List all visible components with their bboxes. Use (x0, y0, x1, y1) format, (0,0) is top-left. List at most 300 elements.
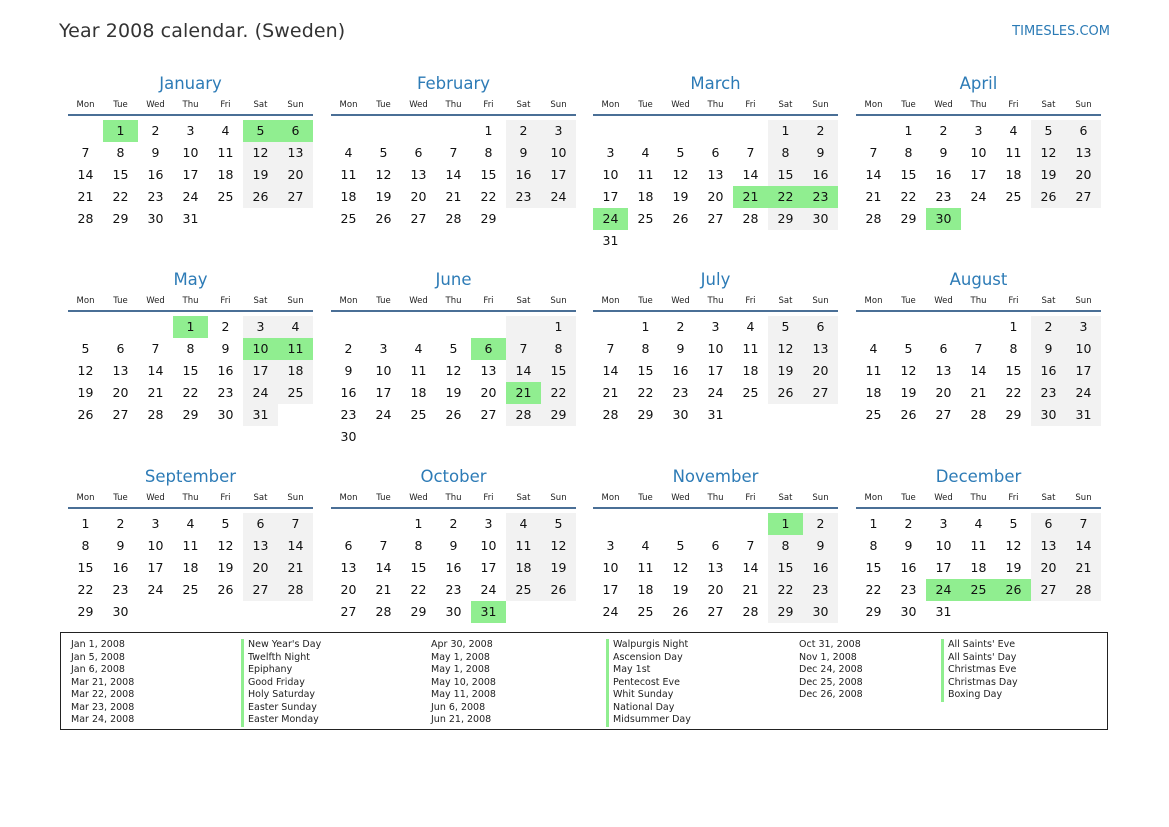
day-cell: 26 (445, 407, 462, 422)
day-cell: 14 (375, 560, 392, 575)
weekday-label: Fri (220, 100, 231, 110)
day-cell: 13 (410, 167, 427, 182)
day-cell: 8 (768, 142, 803, 164)
day-cell: 6 (1031, 513, 1066, 535)
day-cell: 13 (243, 535, 278, 557)
day-cell: 3 (939, 516, 948, 531)
day-cell: 22 (410, 582, 427, 597)
weekday-label: Wed (409, 100, 428, 110)
weekday-label: Tue (113, 100, 128, 110)
holiday-name: Boxing Day (941, 689, 1002, 702)
day-cell: 2 (676, 319, 685, 334)
day-cell: 8 (186, 341, 195, 356)
day-cell: 1 (81, 516, 90, 531)
weekday-header (856, 294, 1101, 308)
day-cell: 23 (445, 582, 462, 597)
holiday-name: Whit Sunday (606, 689, 673, 702)
day-cell: 2 (506, 120, 541, 142)
holiday-date: Apr 30, 2008 (431, 639, 493, 650)
day-cell-holiday: 25 (961, 579, 996, 601)
day-cell: 25 (506, 579, 541, 601)
day-cell: 12 (900, 363, 917, 378)
day-grid (593, 316, 838, 426)
day-cell: 13 (707, 560, 724, 575)
day-cell: 18 (970, 560, 987, 575)
day-cell: 19 (672, 189, 689, 204)
site-link[interactable]: TIMESLES.COM (1012, 24, 1110, 39)
weekday-header (593, 491, 838, 505)
weekday-label: Mon (76, 493, 95, 503)
day-cell: 22 (900, 189, 917, 204)
holiday-date: Dec 26, 2008 (799, 689, 863, 700)
day-grid (856, 120, 1101, 230)
day-blank (891, 316, 926, 338)
day-cell: 12 (243, 142, 278, 164)
weekday-label: Tue (638, 100, 653, 110)
day-cell: 20 (243, 557, 278, 579)
day-cell: 24 (707, 385, 724, 400)
weekday-label: Sat (516, 296, 531, 306)
holiday-name: Good Friday (241, 677, 305, 690)
day-cell: 22 (637, 385, 654, 400)
weekday-label: Wed (671, 296, 690, 306)
weekday-label: Fri (1008, 493, 1019, 503)
day-cell: 8 (768, 535, 803, 557)
day-cell: 3 (151, 516, 160, 531)
day-cell: 3 (711, 319, 720, 334)
header-rule (68, 310, 313, 312)
day-cell: 27 (340, 604, 357, 619)
day-cell: 3 (1066, 316, 1101, 338)
holiday-date: Dec 25, 2008 (799, 676, 863, 688)
day-cell: 9 (904, 538, 913, 553)
day-cell: 20 (1031, 557, 1066, 579)
day-cell: 10 (602, 560, 619, 575)
day-cell-holiday: 30 (926, 208, 961, 230)
day-blank (366, 513, 401, 535)
day-cell: 23 (900, 582, 917, 597)
day-cell: 28 (742, 211, 759, 226)
holiday-date: Dec 24, 2008 (799, 664, 863, 675)
day-cell-holiday: 24 (926, 579, 961, 601)
weekday-label: Wed (146, 100, 165, 110)
day-cell: 1 (1009, 319, 1018, 334)
weekday-label: Mon (339, 296, 358, 306)
day-cell: 7 (379, 538, 388, 553)
day-cell: 27 (278, 186, 313, 208)
day-cell: 17 (935, 560, 952, 575)
day-cell: 24 (375, 407, 392, 422)
weekday-label: Wed (409, 493, 428, 503)
day-cell: 4 (746, 319, 755, 334)
day-cell: 12 (672, 167, 689, 182)
day-cell: 27 (707, 604, 724, 619)
weekday-label: Wed (934, 100, 953, 110)
day-cell: 30 (803, 208, 838, 230)
day-cell-holiday: 1 (768, 513, 803, 535)
day-cell: 7 (81, 145, 90, 160)
day-cell: 5 (379, 145, 388, 160)
day-cell: 6 (116, 341, 125, 356)
holiday-name: Epiphany (241, 664, 292, 677)
day-cell: 20 (480, 385, 497, 400)
day-cell: 11 (742, 341, 759, 356)
day-cell: 9 (506, 142, 541, 164)
day-cell: 1 (768, 120, 803, 142)
day-cell: 23 (803, 579, 838, 601)
day-cell: 4 (641, 538, 650, 553)
day-cell: 10 (375, 363, 392, 378)
day-cell: 14 (865, 167, 882, 182)
day-blank (856, 316, 891, 338)
day-cell: 27 (1031, 579, 1066, 601)
day-cell: 17 (602, 189, 619, 204)
month-january (68, 72, 313, 230)
month-february (331, 72, 576, 230)
holiday-name: May 1st (606, 664, 650, 677)
day-cell: 15 (637, 363, 654, 378)
day-cell: 5 (449, 341, 458, 356)
weekday-label: Tue (901, 296, 916, 306)
day-cell: 8 (904, 145, 913, 160)
day-cell: 24 (480, 582, 497, 597)
month-name: July (700, 270, 731, 289)
day-cell: 6 (711, 538, 720, 553)
weekday-label: Sun (812, 296, 829, 306)
day-cell-holiday: 22 (768, 186, 803, 208)
weekday-label: Tue (113, 296, 128, 306)
day-cell: 8 (1009, 341, 1018, 356)
day-cell: 11 (637, 560, 654, 575)
day-cell: 19 (1031, 164, 1066, 186)
day-cell: 24 (602, 604, 619, 619)
day-cell: 5 (221, 516, 230, 531)
holiday-name: Twelfth Night (241, 652, 310, 665)
day-cell-holiday: 21 (506, 382, 541, 404)
day-cell: 18 (637, 189, 654, 204)
weekday-label: Sun (1075, 100, 1092, 110)
day-cell: 9 (221, 341, 230, 356)
day-cell: 20 (1066, 164, 1101, 186)
day-cell: 13 (1031, 535, 1066, 557)
day-cell: 14 (1066, 535, 1101, 557)
day-cell: 31 (707, 407, 724, 422)
weekday-header (593, 98, 838, 112)
day-blank (366, 316, 401, 338)
weekday-label: Fri (745, 100, 756, 110)
day-blank (506, 316, 541, 338)
holiday-name: All Saints' Day (941, 652, 1016, 665)
day-cell: 2 (449, 516, 458, 531)
day-cell: 18 (865, 385, 882, 400)
day-blank (138, 316, 173, 338)
weekday-label: Fri (220, 296, 231, 306)
day-cell: 4 (974, 516, 983, 531)
day-cell: 13 (480, 363, 497, 378)
holiday-name: Christmas Eve (941, 664, 1016, 677)
day-cell: 19 (541, 557, 576, 579)
weekday-label: Mon (339, 100, 358, 110)
day-blank (961, 316, 996, 338)
day-cell: 14 (506, 360, 541, 382)
day-cell: 21 (445, 189, 462, 204)
day-grid (331, 120, 576, 230)
day-cell: 18 (742, 363, 759, 378)
day-cell: 16 (803, 557, 838, 579)
day-cell: 24 (1066, 382, 1101, 404)
day-blank (663, 120, 698, 142)
day-blank (331, 120, 366, 142)
day-cell: 27 (707, 211, 724, 226)
day-cell: 9 (116, 538, 125, 553)
day-cell: 15 (768, 164, 803, 186)
weekday-label: Wed (146, 493, 165, 503)
day-cell: 24 (147, 582, 164, 597)
day-cell: 21 (375, 582, 392, 597)
day-cell: 6 (344, 538, 353, 553)
day-cell: 2 (939, 123, 948, 138)
day-blank (471, 316, 506, 338)
day-cell: 26 (243, 186, 278, 208)
day-cell-holiday: 6 (471, 338, 506, 360)
day-cell: 25 (217, 189, 234, 204)
day-blank (401, 120, 436, 142)
day-cell: 5 (676, 145, 685, 160)
day-cell: 19 (77, 385, 94, 400)
day-cell: 15 (112, 167, 129, 182)
weekday-label: Wed (934, 493, 953, 503)
day-cell: 9 (939, 145, 948, 160)
day-cell: 27 (112, 407, 129, 422)
weekday-label: Thu (182, 493, 199, 503)
day-cell: 13 (935, 363, 952, 378)
day-blank (593, 316, 628, 338)
day-cell: 29 (768, 208, 803, 230)
day-cell: 4 (506, 513, 541, 535)
day-cell: 25 (637, 211, 654, 226)
weekday-label: Sat (1041, 100, 1056, 110)
header-rule (856, 114, 1101, 116)
weekday-label: Tue (113, 493, 128, 503)
day-blank (628, 120, 663, 142)
day-cell: 6 (939, 341, 948, 356)
day-cell: 9 (676, 341, 685, 356)
day-cell: 10 (147, 538, 164, 553)
day-cell: 11 (182, 538, 199, 553)
day-cell: 7 (746, 145, 755, 160)
weekday-header (593, 294, 838, 308)
day-cell: 7 (746, 538, 755, 553)
day-blank (856, 120, 891, 142)
weekday-label: Sun (287, 493, 304, 503)
day-cell: 2 (803, 120, 838, 142)
day-cell: 30 (803, 601, 838, 623)
holiday-date: Nov 1, 2008 (799, 651, 857, 663)
day-cell: 31 (935, 604, 952, 619)
day-cell: 14 (147, 363, 164, 378)
day-cell: 27 (1066, 186, 1101, 208)
day-cell: 28 (445, 211, 462, 226)
weekday-header (331, 294, 576, 308)
header-rule (68, 507, 313, 509)
day-cell: 29 (182, 407, 199, 422)
day-cell: 13 (340, 560, 357, 575)
day-cell: 28 (375, 604, 392, 619)
day-cell: 29 (541, 404, 576, 426)
day-cell: 1 (484, 123, 493, 138)
weekday-label: Fri (483, 493, 494, 503)
day-cell: 15 (182, 363, 199, 378)
weekday-label: Sun (550, 493, 567, 503)
day-cell: 6 (1066, 120, 1101, 142)
day-cell: 9 (803, 142, 838, 164)
day-cell: 22 (112, 189, 129, 204)
day-blank (366, 120, 401, 142)
weekday-label: Fri (483, 296, 494, 306)
day-cell: 2 (151, 123, 160, 138)
day-cell: 16 (217, 363, 234, 378)
day-cell: 19 (1005, 560, 1022, 575)
day-cell: 14 (602, 363, 619, 378)
day-cell: 17 (480, 560, 497, 575)
weekday-label: Sun (287, 100, 304, 110)
day-cell: 7 (278, 513, 313, 535)
day-cell: 11 (970, 538, 987, 553)
holiday-date: Mar 24, 2008 (71, 714, 135, 725)
day-cell-holiday: 1 (103, 120, 138, 142)
weekday-label: Thu (445, 493, 462, 503)
page-title: Year 2008 calendar. (Sweden) (59, 20, 346, 42)
day-cell: 2 (803, 513, 838, 535)
weekday-label: Wed (671, 493, 690, 503)
day-cell: 30 (1031, 404, 1066, 426)
holiday-name: Easter Sunday (241, 702, 317, 715)
weekday-label: Mon (601, 493, 620, 503)
month-name: August (949, 270, 1008, 289)
day-grid (68, 513, 313, 623)
day-cell: 15 (1005, 363, 1022, 378)
day-blank (593, 513, 628, 535)
day-cell: 3 (186, 123, 195, 138)
day-cell: 24 (243, 382, 278, 404)
day-cell: 17 (375, 385, 392, 400)
day-cell: 21 (1066, 557, 1101, 579)
day-cell: 15 (541, 360, 576, 382)
day-cell: 4 (869, 341, 878, 356)
month-march (593, 72, 838, 252)
day-cell: 4 (278, 316, 313, 338)
weekday-label: Sat (253, 296, 268, 306)
day-cell: 2 (904, 516, 913, 531)
day-cell: 17 (182, 167, 199, 182)
day-cell: 7 (1066, 513, 1101, 535)
day-cell: 30 (147, 211, 164, 226)
day-cell: 11 (506, 535, 541, 557)
day-cell-holiday: 6 (278, 120, 313, 142)
day-cell: 24 (970, 189, 987, 204)
day-cell: 21 (77, 189, 94, 204)
day-cell: 20 (410, 189, 427, 204)
day-cell-holiday: 1 (173, 316, 208, 338)
day-cell: 8 (641, 341, 650, 356)
month-name: April (959, 74, 998, 93)
day-cell: 2 (1031, 316, 1066, 338)
day-cell-holiday: 26 (996, 579, 1031, 601)
day-cell: 1 (541, 316, 576, 338)
weekday-label: Mon (864, 493, 883, 503)
day-cell: 14 (742, 167, 759, 182)
day-cell: 28 (602, 407, 619, 422)
day-cell: 5 (1009, 516, 1018, 531)
month-august (856, 268, 1101, 426)
weekday-label: Mon (76, 100, 95, 110)
day-blank (68, 120, 103, 142)
holiday-date: Mar 23, 2008 (71, 701, 135, 713)
day-cell: 8 (869, 538, 878, 553)
holiday-name: Ascension Day (606, 652, 683, 665)
day-cell: 10 (1066, 338, 1101, 360)
day-cell: 8 (116, 145, 125, 160)
day-cell: 5 (1031, 120, 1066, 142)
day-cell: 11 (637, 167, 654, 182)
day-cell: 12 (672, 560, 689, 575)
day-cell: 19 (445, 385, 462, 400)
day-cell: 15 (480, 167, 497, 182)
day-grid (68, 120, 313, 230)
weekday-label: Sun (550, 100, 567, 110)
day-cell: 4 (414, 341, 423, 356)
day-cell: 11 (340, 167, 357, 182)
day-cell: 29 (768, 601, 803, 623)
day-cell: 14 (278, 535, 313, 557)
weekday-label: Fri (745, 493, 756, 503)
weekday-label: Sun (287, 296, 304, 306)
day-cell: 7 (151, 341, 160, 356)
month-name: May (173, 270, 208, 289)
holiday-name: All Saints' Eve (941, 639, 1015, 652)
day-cell: 11 (1005, 145, 1022, 160)
day-cell: 16 (147, 167, 164, 182)
day-cell: 29 (112, 211, 129, 226)
weekday-header (331, 98, 576, 112)
day-cell: 5 (768, 316, 803, 338)
day-cell: 30 (672, 407, 689, 422)
day-cell: 4 (1009, 123, 1018, 138)
holiday-date: Mar 21, 2008 (71, 676, 135, 688)
day-cell: 31 (602, 233, 619, 248)
day-cell: 2 (116, 516, 125, 531)
day-cell: 22 (1005, 385, 1022, 400)
day-cell: 20 (340, 582, 357, 597)
day-cell: 13 (707, 167, 724, 182)
day-cell: 3 (606, 145, 615, 160)
day-cell: 22 (182, 385, 199, 400)
holiday-date: May 11, 2008 (431, 689, 496, 700)
day-cell: 12 (1005, 538, 1022, 553)
day-blank (628, 513, 663, 535)
weekday-label: Thu (970, 493, 987, 503)
day-cell: 10 (970, 145, 987, 160)
day-cell: 16 (900, 560, 917, 575)
day-cell: 29 (410, 604, 427, 619)
month-december (856, 465, 1101, 623)
day-cell: 25 (637, 604, 654, 619)
day-cell: 21 (865, 189, 882, 204)
weekday-label: Sat (253, 493, 268, 503)
day-cell: 28 (970, 407, 987, 422)
day-cell: 26 (672, 604, 689, 619)
day-cell: 7 (606, 341, 615, 356)
